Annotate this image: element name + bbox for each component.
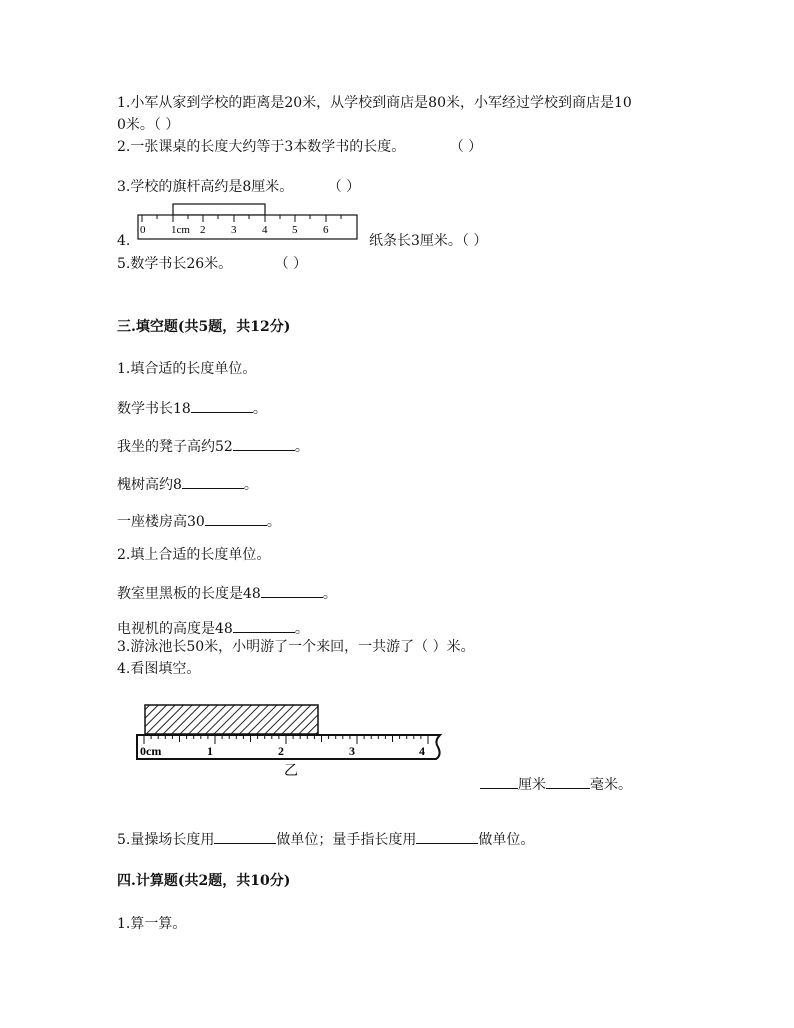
judge-q3-paren: （ ） bbox=[327, 179, 361, 195]
ruler-figure-1 bbox=[137, 202, 359, 242]
fill-q1b bbox=[117, 436, 309, 456]
fill-q1d bbox=[117, 511, 281, 531]
paper-strip bbox=[173, 204, 265, 215]
fill-q3: 3.游泳池长50米，小明游了一个来回，一共游了（ ）米。 bbox=[117, 639, 475, 655]
fill-q5-end: 做单位。 bbox=[478, 832, 535, 848]
judge-q3 bbox=[117, 178, 360, 196]
ruler-figure-2 bbox=[134, 703, 452, 779]
fill-q2b-end: 。 bbox=[294, 621, 309, 637]
answer-blank[interactable] bbox=[233, 436, 295, 451]
answer-blank[interactable] bbox=[233, 618, 295, 633]
calc-q1: 1.算一算。 bbox=[117, 916, 187, 932]
answer-blank[interactable] bbox=[261, 583, 323, 598]
judge-q2-text: 2.一张课桌的长度大约等于3本数学书的长度。 bbox=[117, 139, 406, 155]
answer-blank[interactable] bbox=[191, 398, 253, 413]
fill-q5-mid: 做单位；量手指长度用 bbox=[276, 832, 417, 848]
fill-q4-unit-cm: 厘米 bbox=[518, 777, 546, 793]
ruler2-body bbox=[137, 735, 440, 759]
fill-q5 bbox=[117, 829, 534, 849]
fill-q4: 4.看图填空。 bbox=[117, 661, 201, 677]
judge-q4-text: 纸条长3厘米。（ ） bbox=[369, 233, 488, 249]
fill-q2a-end: 。 bbox=[322, 586, 337, 602]
answer-blank[interactable] bbox=[546, 774, 590, 789]
fill-q5-text: 5.量操场长度用 bbox=[117, 832, 215, 848]
judge-q4-number: 4. bbox=[117, 233, 131, 249]
fill-q1c-text: 槐树高约8 bbox=[117, 477, 182, 493]
judge-q5-text: 5.数学书长26米。 bbox=[117, 256, 233, 272]
answer-blank[interactable] bbox=[182, 474, 244, 489]
fill-q2a bbox=[117, 583, 337, 603]
fill-q1b-end: 。 bbox=[294, 439, 309, 455]
fill-q2b-text: 电视机的高度是48 bbox=[117, 621, 233, 637]
fill-q2: 2.填上合适的长度单位。 bbox=[117, 547, 271, 563]
ruler1-tick-6: 6 bbox=[323, 224, 329, 236]
answer-blank[interactable] bbox=[416, 829, 478, 844]
fill-q1a bbox=[117, 398, 267, 418]
judge-q2 bbox=[117, 138, 482, 156]
fill-q1a-end: 。 bbox=[252, 401, 267, 417]
fill-q1c bbox=[117, 474, 258, 494]
answer-blank[interactable] bbox=[480, 774, 518, 789]
ruler2-tick-4: 4 bbox=[419, 744, 425, 758]
fill-q1b-text: 我坐的凳子高约52 bbox=[117, 439, 233, 455]
fill-q1c-end: 。 bbox=[243, 477, 258, 493]
fill-heading: 三.填空题(共5题，共12分) bbox=[117, 319, 291, 335]
calc-heading: 四.计算题(共2题，共10分) bbox=[117, 873, 291, 889]
ruler1-tick-3: 3 bbox=[231, 224, 237, 236]
judge-q3-text: 3.学校的旗杆高约是8厘米。 bbox=[117, 179, 294, 195]
ruler2-zero: 0cm bbox=[140, 744, 162, 758]
ruler1-zero: 0 bbox=[140, 224, 146, 236]
ruler2-tick-2: 2 bbox=[278, 744, 284, 758]
answer-blank[interactable] bbox=[205, 511, 267, 526]
judge-q2-paren: （ ） bbox=[449, 139, 483, 155]
ruler1-label: 1cm bbox=[171, 224, 190, 236]
fill-q2a-text: 教室里黑板的长度是48 bbox=[117, 586, 261, 602]
fill-q4-unit-mm: 毫米。 bbox=[590, 777, 632, 793]
ruler2-tick-1: 1 bbox=[207, 744, 213, 758]
judge-q5 bbox=[117, 255, 307, 273]
ruler1-tick-2: 2 bbox=[200, 224, 206, 236]
ruler2-tick-3: 3 bbox=[349, 744, 355, 758]
judge-q5-paren: （ ） bbox=[274, 256, 308, 272]
fill-q2b bbox=[117, 618, 309, 638]
ruler2-caption: 乙 bbox=[284, 764, 298, 779]
fill-q1a-text: 数学书长18 bbox=[117, 401, 191, 417]
fill-q1: 1.填合适的长度单位。 bbox=[117, 361, 257, 377]
fill-q1d-text: 一座楼房高30 bbox=[117, 514, 205, 530]
answer-blank[interactable] bbox=[214, 829, 276, 844]
ruler1-tick-4: 4 bbox=[262, 224, 268, 236]
judge-q1-line1: 1.小军从家到学校的距离是20米，从学校到商店是80米，小军经过学校到商店是10 bbox=[117, 95, 632, 111]
ruler1-tick-5: 5 bbox=[292, 224, 298, 236]
hatched-strip bbox=[145, 705, 318, 734]
fill-q1d-end: 。 bbox=[266, 514, 281, 530]
fill-q4-answer bbox=[480, 774, 632, 794]
judge-q1-line2: 0米。（ ） bbox=[117, 117, 180, 133]
